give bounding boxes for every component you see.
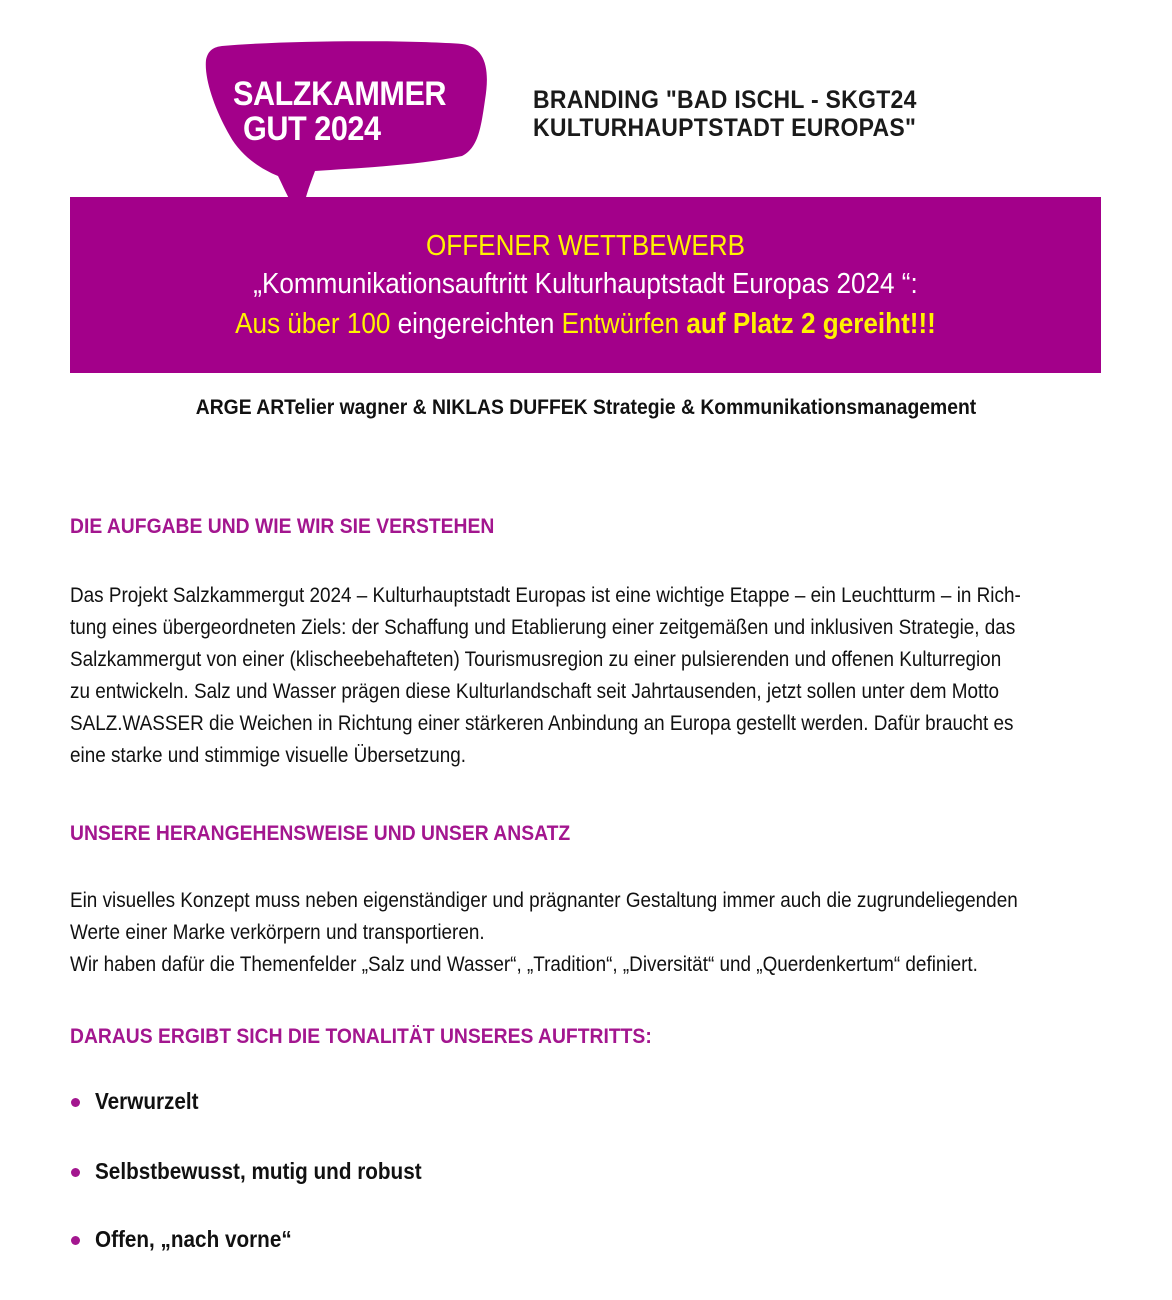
list-item-text: Verwurzelt <box>95 1088 199 1114</box>
section-heading-approach: UNSERE HERANGEHENSWEISE UND UNSER ANSATZ <box>70 822 571 845</box>
result-count: Aus über 100 <box>235 308 391 340</box>
logo-text-line2: GUT 2024 <box>243 110 381 148</box>
paragraph-line: Werte einer Marke verkörpern und transportieren. <box>70 921 485 944</box>
paragraph-line: Ein visuelles Konzept muss neben eigenständiger und prägnanter Gestaltung immer auch die zugrundeliegenden <box>70 889 1018 912</box>
section-heading-task: DIE AUFGABE UND WIE WIR SIE VERSTEHEN <box>70 515 495 538</box>
bullet-dot-icon <box>71 1098 80 1107</box>
paragraph-line: zu entwickeln. Salz und Wasser prägen diese Kulturlandschaft seit Jahrtausenden, jetzt sollen unter dem Motto <box>70 680 1000 703</box>
result-submitted: eingereichten <box>390 308 562 340</box>
task-paragraph <box>70 580 1021 772</box>
section-heading-tonality: DARAUS ERGIBT SICH DIE TONALITÄT UNSERES AUFTRITTS: <box>70 1025 652 1048</box>
paragraph-line: Wir haben dafür die Themenfelder „Salz und Wasser“, „Tradition“, „Diversität“ und „Querdenkertum“ definiert. <box>70 953 978 976</box>
paragraph-line: Salzkammergut von einer (klischeebehafteten) Tourismusregion zu einer pulsierenden und offenen Kulturregion <box>70 648 1002 671</box>
paragraph-line: eine starke und stimmige visuelle Übersetzung. <box>70 744 467 767</box>
banner-subtitle: „Kommunikationsauftritt Kulturhauptstadt Europas 2024 “: <box>253 268 918 300</box>
paragraph-line: tung eines übergeordneten Ziels: der Schaffung und Etablierung einer zeitgemäßen und inklusiven Strategie, das <box>70 616 1016 639</box>
approach-paragraph <box>70 885 1018 981</box>
branding-title <box>533 86 917 142</box>
result-rank: auf Platz 2 gereiht!!! <box>686 308 936 340</box>
result-designs: Entwürfen <box>561 308 687 340</box>
logo-text-line1: SALZKAMMER <box>233 75 447 113</box>
bullet-dot-icon <box>71 1168 80 1177</box>
list-item-text: Offen, „nach vorne“ <box>95 1226 292 1252</box>
competition-banner <box>70 197 1101 373</box>
paragraph-line: Das Projekt Salzkammergut 2024 – Kulturhauptstadt Europas ist eine wichtige Etappe – ein Leuchtturm – in Rich- <box>70 584 1021 607</box>
banner-result <box>122 307 1050 341</box>
bullet-dot-icon <box>71 1236 80 1245</box>
branding-title-line2: KULTURHAUPTSTADT EUROPAS" <box>533 114 917 142</box>
branding-title-line1: BRANDING "BAD ISCHL - SKGT24 <box>533 86 917 114</box>
banner-title: OFFENER WETTBEWERB <box>425 230 745 262</box>
paragraph-line: SALZ.WASSER die Weichen in Richtung einer stärkeren Anbindung an Europa gestellt werden. Dafür braucht es <box>70 712 1014 735</box>
list-item-text: Selbstbewusst, mutig und robust <box>95 1158 422 1184</box>
team-credit: ARGE ARTelier wagner & NIKLAS DUFFEK Strategie & Kommunikationsmanagement <box>195 396 977 419</box>
